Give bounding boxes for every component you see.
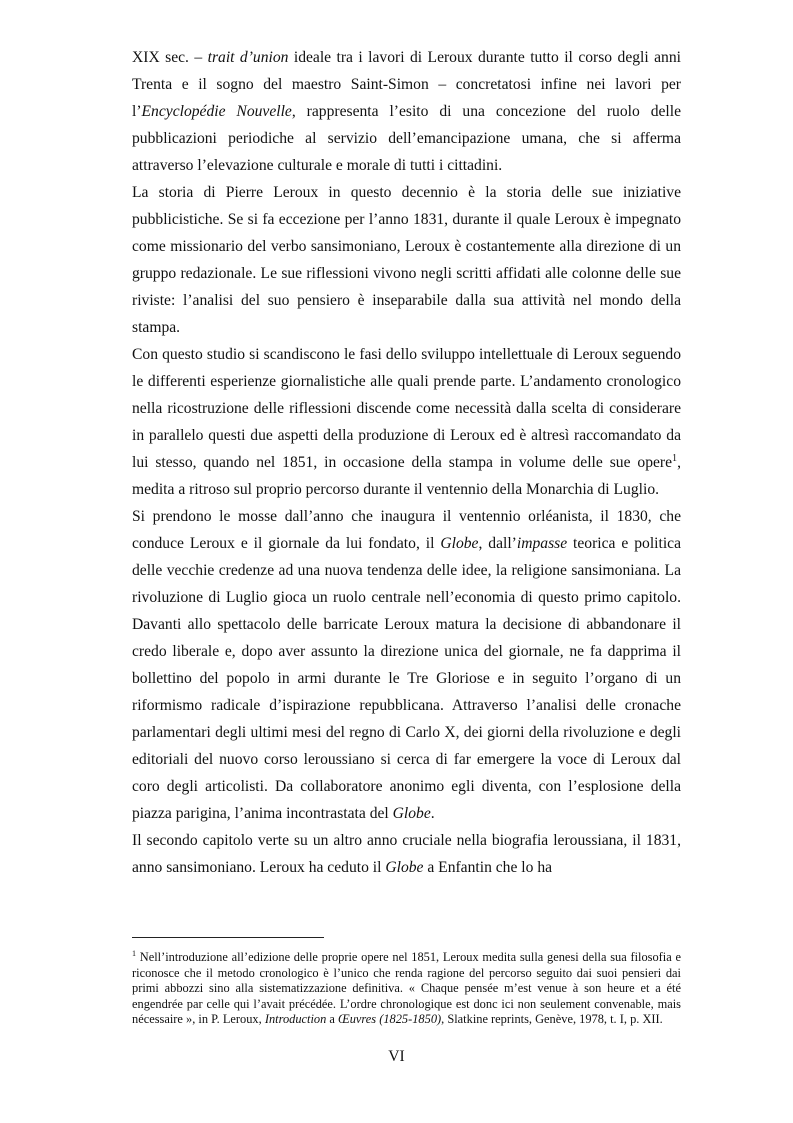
- footnote-marker: 1: [672, 452, 678, 464]
- footnote-marker: 1: [132, 948, 137, 958]
- italic-text: trait d’union: [207, 49, 289, 66]
- paragraph: XIX sec. – trait d’union ideale tra i lavori di Leroux durante tutto il corso degli anni Trenta e il sogno del maestro Saint-Simon – concretatosi infine nei lavori per l’Encyclopédie Nouvelle, rappresenta l’esito di una concezione del ruolo delle pubblicazioni periodiche al servizio dell’emancipazione umana, che si afferma attraverso l’elevazione culturale e morale di tutti i cittadini.: [132, 49, 681, 174]
- italic-text: Globe: [385, 859, 424, 876]
- italic-text: impasse: [516, 535, 568, 552]
- page-number: VI: [388, 1048, 405, 1065]
- paragraph: La storia di Pierre Leroux in questo decennio è la storia delle sue iniziative pubblicistiche. Se si fa eccezione per l’anno 1831, durante il quale Leroux è impegnato come missionario del verbo sansimoniano, Leroux è costantemente alla direzione di un gruppo redazionale. Le sue riflessioni vivono negli scritti affidati alle colonne delle sue riviste: l’analisi del suo pensiero è inseparabile dalla sua attività nel mondo della stampa.: [132, 184, 681, 336]
- footnote-separator: [132, 937, 324, 938]
- italic-text: Introduction: [264, 1012, 327, 1027]
- italic-text: Globe: [392, 805, 431, 822]
- paragraph: Si prendono le mosse dall’anno che inaugura il ventennio orléanista, il 1830, che conduce Leroux e il giornale da lui fondato, il Globe, dall’impasse teorica e politica delle vecchie credenze ad una nuova tendenza delle idee, la religione sansimoniana. La rivoluzione di Luglio gioca un ruolo centrale nell’economia di questo primo capitolo. Davanti allo spettacolo delle barricate Leroux matura la decisione di abbandonare il credo liberale e, dopo aver assunto la direzione unica del giornale, ne fa dapprima il bollettino del popolo in armi durante le Tre Gloriose e in seguito l’organo di un riformismo radicale d’ispirazione repubblicana. Attraverso l’analisi delle cronache parlamentari degli ultimi mesi del regno di Carlo X, dei giorni della rivoluzione e degli editoriali del nuovo corso leroussiano si cerca di far emergere la voce di Leroux dal coro degli articolisti. Da collaboratore anonimo egli diventa, con l’esplosione della piazza parigina, l’anima incontrastata del Globe.: [132, 508, 682, 822]
- italic-text: Globe: [440, 535, 479, 552]
- body-text: [132, 44, 681, 881]
- italic-text: Encyclopédie Nouvelle: [141, 103, 292, 120]
- italic-text: Œuvres (1825-1850): [338, 1012, 442, 1027]
- footnote: $^1$ Nell’introduzione all’edizione delle proprie opere nel 1851, Leroux medita sulla genesi della sua filosofia e riconosce che il metodo cronologico è l’unico che renda ragione del percorso seguito dai suoi pensieri dai primi abbozzi sino alla sistematizzazione definitiva. « Chaque pensée m’est venue à son heure et a été engendrée par celle qui l’avait précédée. L’ordre chronologique est donc ici non seulement convenable, mais nécessaire », in P. Leroux, Introduction a Œuvres (1825-1850), Slatkine reprints, Genève, 1978, t. I, p. XII.: [132, 948, 681, 1027]
- paragraph: Il secondo capitolo verte su un altro anno cruciale nella biografia leroussiana, il 1831, anno sansimoniano. Leroux ha ceduto il Globe a Enfantin che lo ha: [132, 832, 681, 876]
- paragraph: Con questo studio si scandiscono le fasi dello sviluppo intellettuale di Leroux seguendo le differenti esperienze giornalistiche alle quali prende parte. L’andamento cronologico nella ricostruzione delle riflessioni discende come necessità dalla scelta di considerare in parallelo questi due aspetti della produzione di Leroux ed è altresì raccomandato da lui stesso, quando nel 1851, in occasione della stampa in volume delle sue opere$^1$, medita a ritroso sul proprio percorso durante il ventennio della Monarchia di Luglio.: [132, 346, 681, 498]
